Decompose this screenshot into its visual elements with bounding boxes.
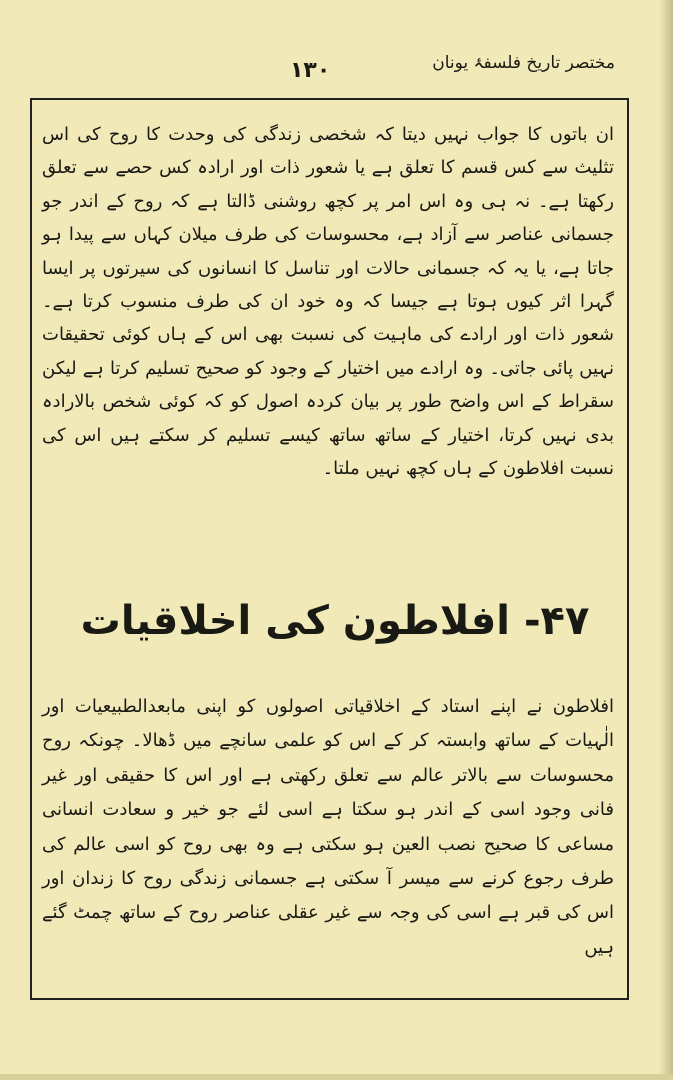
- page-edge-shadow: [659, 0, 673, 1080]
- running-title: مختصر تاریخ فلسفۂ یونان: [432, 53, 615, 73]
- page-bottom-edge: [0, 1074, 673, 1080]
- paragraph-2: افلاطون نے اپنے استاد کے اخلاقیاتی اصولوں کو اپنی مابعدالطبیعیات اور الٰہیات کے ساتھ وابستہ کر کے اس کو علمی سانچے میں ڈھالا۔ چونکہ روح محسوسات سے بالاتر عالم سے تعلق رکھتی ہے اور اس کا حقیقی اور غیر فانی وجود اسی کے اندر ہو سکتا ہے اسی لئے جو خیر و سعادت انسانی مساعی کا صحیح نصب العین ہو سکتی ہے وہ بھی روح کو اسی عالم کی طرف رجوع کرنے سے میسر آ سکتی ہے جسمانی زندگی روح کا زندان اور اس کی قبر ہے اسی کی وجہ سے غیر عقلی عناصر روح کے ساتھ چمٹ گئے ہیں: [42, 696, 614, 958]
- section-heading: ۴۷- افلاطون کی اخلاقیات: [80, 598, 590, 644]
- page-number: ١٣٠: [290, 58, 331, 83]
- paragraph-1: ان باتوں کا جواب نہیں دیتا کہ شخصی زندگی کی وحدت کا روح کی اس تثلیث سے کس قسم کا تعلق ہے یا شعور ذات اور ارادہ کس حصے سے تعلق رکھتا ہے۔ نہ ہی وہ اس امر پر کچھ روشنی ڈالتا ہے کہ روح کے اندر جو جسمانی عناصر سے آزاد ہے، محسوسات کی طرف میلان کہاں سے پیدا ہو جاتا ہے، یا یہ کہ جسمانی حالات اور تناسل کا انسانوں کی سیرتوں پر ایسا گہرا اثر کیوں ہوتا ہے جیسا کہ وہ خود ان کی طرف منسوب کرتا ہے۔ شعور ذات اور ارادے کی ماہیت کی نسبت بھی اس کے ہاں کوئی تحقیقات نہیں پائی جاتی۔ وہ ارادے میں اختیار کے وجود کو صحیح تسلیم کرتا ہے لیکن سقراط کے اس واضح طور پر بیان کردہ اصول کو کہ کوئی شخص بالارادہ بدی نہیں کرتا، اختیار کے ساتھ ساتھ کیسے تسلیم کر سکتے ہیں اس کی نسبت افلاطون کے ہاں کچھ نہیں ملتا۔: [42, 124, 614, 480]
